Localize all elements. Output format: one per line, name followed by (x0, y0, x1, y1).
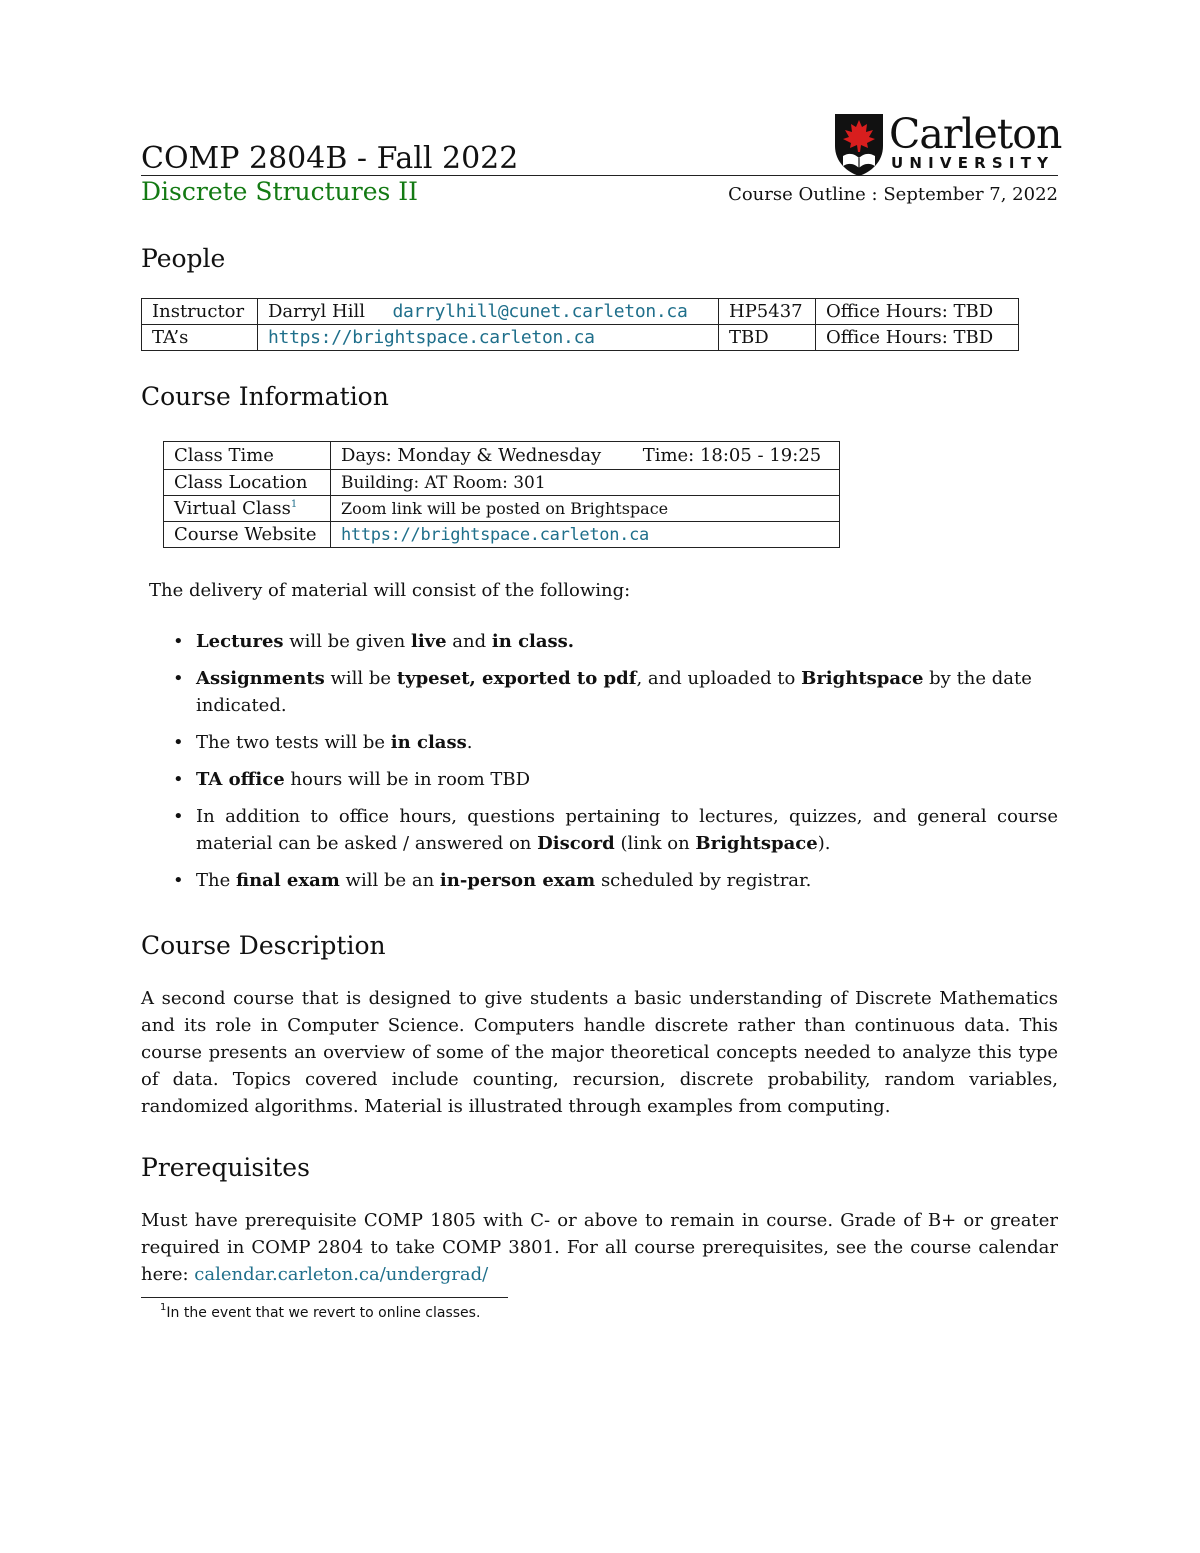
hours-cell: Office Hours: TBD (816, 299, 1019, 325)
class-time-label: Class Time (164, 442, 331, 470)
people-heading: People (141, 244, 226, 273)
course-description-heading: Course Description (141, 931, 386, 960)
bullet-icon: • (173, 870, 184, 891)
footnote-text: In the event that we revert to online classes. (166, 1305, 481, 1321)
instructor-cell (258, 299, 719, 325)
people-table (141, 298, 1019, 351)
course-description-text: A second course that is designed to give students a basic understanding of Discrete Mathematics and its role in Computer Science. Computers handle discrete rather than continuous data. This course presents an overview of some of the major theoretical concepts needed to analyze this type of data. Topics covered include counting, recursion, discrete probability, random variables, randomized algorithms. Material is illustrated through examples from computing. (141, 988, 1058, 1117)
text: will be given (283, 631, 411, 652)
calendar-link[interactable]: calendar.carleton.ca/undergrad/ (194, 1264, 489, 1285)
bold-text: Brightspace (801, 668, 924, 689)
course-website-label: Course Website (164, 522, 331, 548)
logo-wordmark: Carleton (889, 110, 1062, 158)
text: The (196, 870, 236, 891)
delivery-list (173, 628, 1058, 904)
footnote-rule (141, 1297, 508, 1298)
prerequisites-heading: Prerequisites (141, 1153, 310, 1182)
text: , and uploaded to (636, 668, 802, 689)
bold-text: live (410, 631, 447, 652)
list-item (173, 729, 1058, 756)
footnote-number: 1 (160, 1302, 167, 1313)
bullet-icon: • (173, 806, 184, 827)
delivery-intro: The delivery of material will consist of the following: (149, 580, 631, 601)
text: will be (324, 668, 397, 689)
outline-date: Course Outline : September 7, 2022 (728, 184, 1058, 205)
role-cell: TA’s (142, 325, 258, 351)
table-row (164, 442, 840, 470)
bold-text: in class (390, 732, 467, 753)
text: will be an (339, 870, 440, 891)
course-information-table (163, 441, 840, 548)
course-name-subtitle: Discrete Structures II (141, 177, 419, 206)
class-hours: Time: 18:05 - 19:25 (642, 445, 822, 466)
role-cell: Instructor (142, 299, 258, 325)
room-cell: HP5437 (719, 299, 816, 325)
virtual-class-label (164, 496, 331, 522)
instructor-name: Darryl Hill (268, 301, 365, 322)
table-row (164, 522, 840, 548)
virtual-class-value: Zoom link will be posted on Brightspace (331, 496, 840, 522)
shield-icon (833, 112, 885, 178)
bold-text: Brightspace (695, 833, 818, 854)
text: . (466, 732, 473, 753)
list-item (173, 766, 1058, 793)
table-row (164, 496, 840, 522)
bullet-icon: • (173, 631, 184, 652)
hours-cell: Office Hours: TBD (816, 325, 1019, 351)
bold-text: Assignments (196, 668, 325, 689)
list-item (173, 628, 1058, 655)
bold-text: Discord (537, 833, 615, 854)
course-code-title: COMP 2804B - Fall 2022 (141, 141, 519, 176)
bullet-icon: • (173, 732, 184, 753)
prerequisites-text (141, 1207, 1058, 1288)
text: ). (817, 833, 831, 854)
text: hours will be in room TBD (284, 769, 531, 790)
table-row (142, 325, 1019, 351)
room-cell: TBD (719, 325, 816, 351)
bold-text: TA office (196, 769, 285, 790)
text: by the date indicated. (196, 668, 1032, 716)
table-row (142, 299, 1019, 325)
bullet-icon: • (173, 668, 184, 689)
list-item (173, 803, 1058, 857)
carleton-logo (833, 110, 1062, 176)
ta-brightspace-link[interactable]: https://brightspace.carleton.ca (268, 327, 595, 348)
bold-text: final exam (235, 870, 340, 891)
class-time-value (331, 442, 840, 470)
prerequisites-body: Must have prerequisite COMP 1805 with C- or above to remain in course. Grade of B+ or greater required in COMP 2804 to take COMP 3801. For all course prerequisites, see the course calendar here: (141, 1210, 1058, 1285)
text: scheduled by registrar. (595, 870, 812, 891)
text: In addition to office hours, questions pertaining to lectures, quizzes, and general course material can be asked / answered on (196, 806, 1058, 854)
list-item (173, 867, 1058, 894)
instructor-email-link[interactable]: darrylhill@cunet.carleton.ca (392, 301, 688, 322)
virtual-class-text: Virtual Class (174, 498, 291, 519)
footnote (160, 1302, 481, 1321)
bold-text: in-person exam (439, 870, 596, 891)
footnote-marker[interactable]: 1 (290, 499, 298, 510)
course-website-link[interactable]: https://brightspace.carleton.ca (341, 525, 649, 545)
list-item (173, 665, 1058, 719)
logo-subtitle: UNIVERSITY (891, 154, 1055, 172)
class-location-value: Building: AT Room: 301 (331, 470, 840, 496)
table-row (164, 470, 840, 496)
class-location-label: Class Location (164, 470, 331, 496)
bullet-icon: • (173, 769, 184, 790)
bold-text: typeset, exported to pdf (396, 668, 637, 689)
ta-cell (258, 325, 719, 351)
bold-text: in class. (491, 631, 575, 652)
class-days: Days: Monday & Wednesday (341, 445, 602, 466)
course-information-heading: Course Information (141, 382, 389, 411)
bold-text: Lectures (196, 631, 284, 652)
course-website-value (331, 522, 840, 548)
text: (link on (614, 833, 696, 854)
text: and (446, 631, 492, 652)
text: The two tests will be (196, 732, 391, 753)
